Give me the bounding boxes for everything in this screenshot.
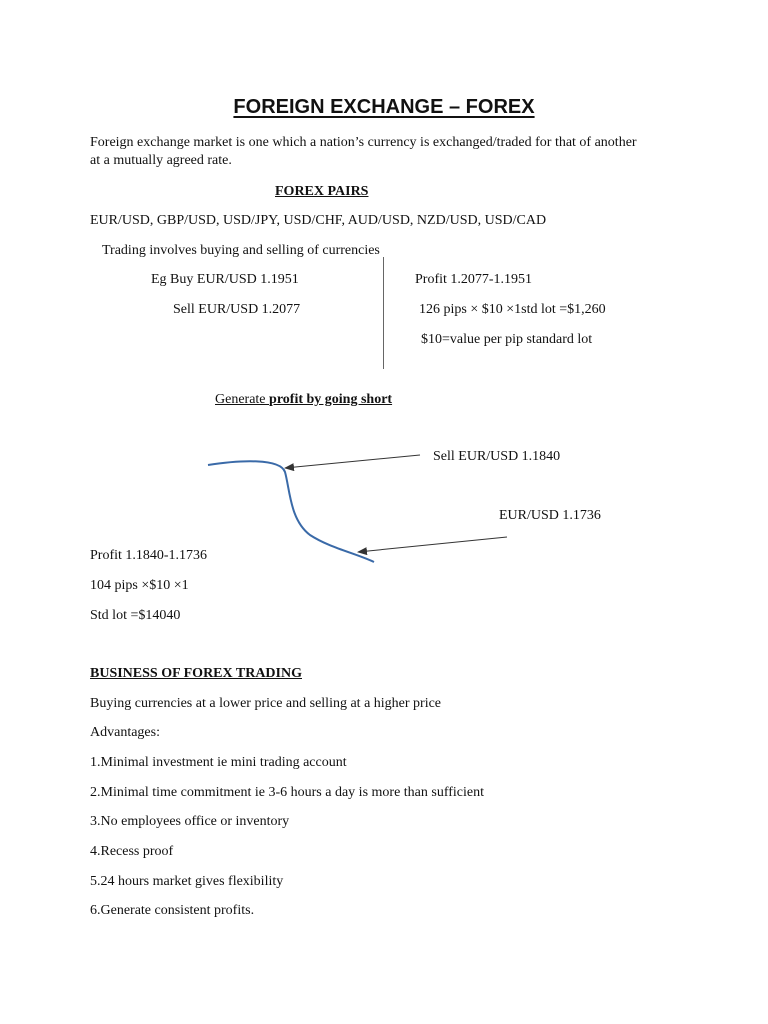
trading-description: Trading involves buying and selling of currencies [102,243,380,258]
forex-pairs-list: EUR/USD, GBP/USD, USD/JPY, USD/CHF, AUD/USD, NZD/USD, USD/CAD [90,213,547,228]
sell-arrow [285,455,420,468]
going-short-heading-bold: profit by going short [269,392,393,407]
short-profit: Profit 1.1840-1.1736 [90,548,208,563]
short-pips: 104 pips ×$10 ×1 [90,578,189,593]
sell-example: Sell EUR/USD 1.2077 [173,302,301,317]
advantage-item: 4.Recess proof [90,844,174,859]
sell-label: Sell EUR/USD 1.1840 [433,449,561,464]
advantage-item: 5.24 hours market gives flexibility [90,874,284,889]
advantage-item: 6.Generate consistent profits. [90,903,255,918]
pips-calculation: 126 pips × $10 ×1std lot =$1,260 [419,302,606,317]
intro-paragraph: Foreign exchange market is one which a nation’s currency is exchanged/traded for that of another at a mutually agreed rate. [90,135,637,168]
buy-label: EUR/USD 1.1736 [499,508,601,523]
going-short-heading-prefix: Generate [215,392,270,407]
price-curve [208,461,374,562]
advantage-item: 3.No employees office or inventory [90,814,290,829]
advantage-item: 1.Minimal investment ie mini trading account [90,755,347,770]
business-description: Buying currencies at a lower price and selling at a higher price [90,696,442,711]
advantages-label: Advantages: [90,725,160,740]
business-heading: BUSINESS OF FOREX TRADING [90,666,302,681]
forex-pairs-heading: FOREX PAIRS [275,184,369,199]
profit-calculation: Profit 1.2077-1.1951 [415,272,533,287]
page-title: FOREIGN EXCHANGE – FOREX [233,96,535,118]
short-std-lot: Std lot =$14040 [90,608,181,623]
advantage-item: 2.Minimal time commitment ie 3-6 hours a day is more than sufficient [90,785,484,800]
buy-example: Eg Buy EUR/USD 1.1951 [151,272,299,287]
buy-arrow [358,537,507,552]
pip-value-note: $10=value per pip standard lot [421,332,593,347]
